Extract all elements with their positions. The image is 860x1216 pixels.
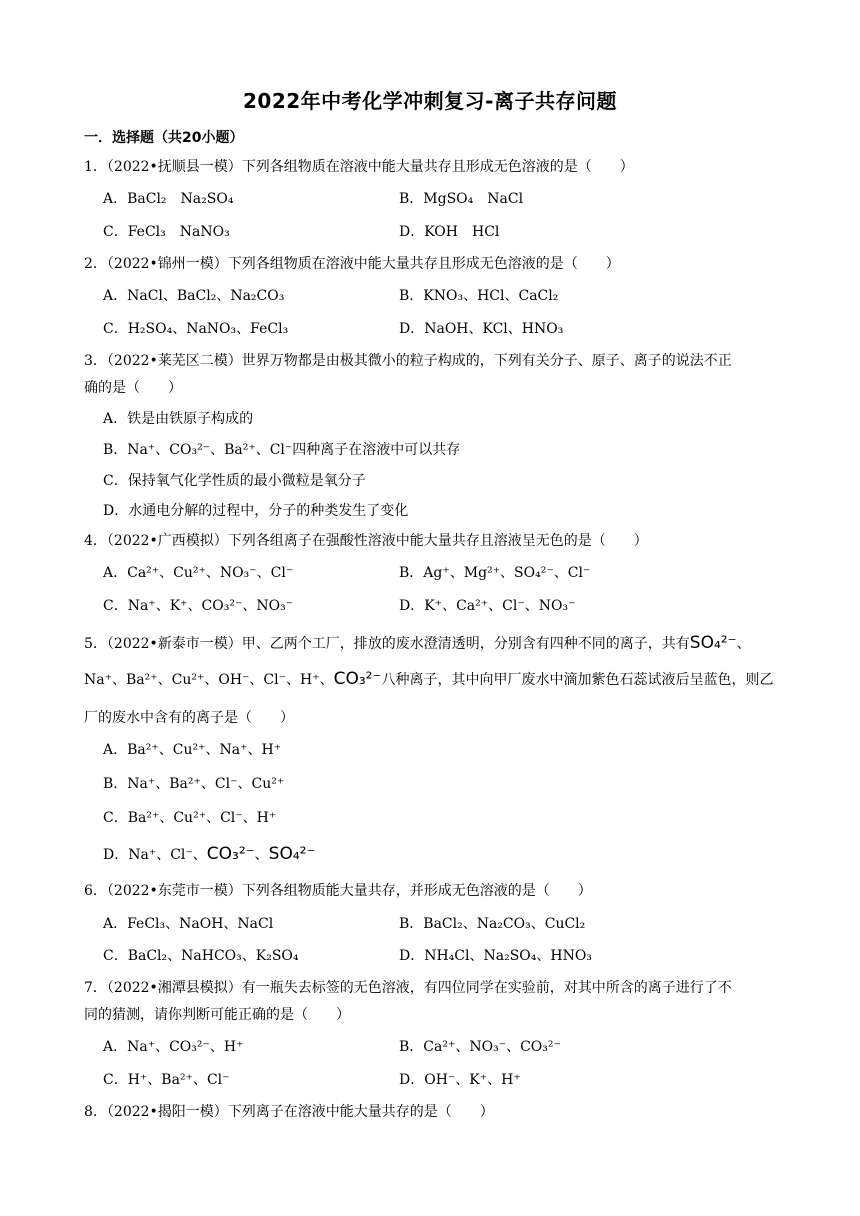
q3-option-b: B．Na⁺、CO₃²⁻、Ba²⁺、Cl⁻四种离子在溶液中可以共存	[103, 442, 461, 458]
q6-option-a: A．FeCl₃、NaOH、NaCl	[103, 916, 274, 932]
q5-option-d	[103, 844, 315, 865]
q5-stem-line2	[84, 669, 773, 690]
q7-option-b: B．Ca²⁺、NO₃⁻、CO₃²⁻	[399, 1039, 561, 1055]
q5-stem-formula-co3: CO₃²⁻	[333, 669, 382, 689]
q5-option-d-formula-so4: SO₄²⁻	[268, 844, 316, 864]
q2-stem: 2．（2022•锦州一模）下列各组物质在溶液中能大量共存且形成无色溶液的是（ ）	[84, 256, 620, 272]
page-title: 2022年中考化学冲刺复习-离子共存问题	[243, 89, 617, 113]
q2-option-b: B．KNO₃、HCl、CaCl₂	[399, 288, 559, 304]
q2-option-a: A．NaCl、BaCl₂、Na₂CO₃	[103, 288, 285, 304]
q5-stem-line2-text: Na⁺、Ba²⁺、Cu²⁺、OH⁻、Cl⁻、H⁺、	[84, 672, 334, 688]
q5-stem-line1-end: 、	[736, 636, 751, 652]
q3-stem-line1: 3．（2022•莱芜区二模）世界万物都是由极其微小的粒子构成的，下列有关分子、原子、离子的说法不正	[84, 353, 732, 369]
q6-option-b: B．BaCl₂、Na₂CO₃、CuCl₂	[399, 916, 586, 932]
q7-stem-line1: 7．（2022•湘潭县模拟）有一瓶失去标签的无色溶液，有四位同学在实验前，对其中所含的离子进行了不	[84, 980, 732, 996]
q5-stem-line3: 厂的废水中含有的离子是（ ）	[84, 710, 294, 726]
q3-stem-line2: 确的是（ ）	[84, 380, 182, 396]
q5-stem-line1	[84, 633, 751, 654]
q8-stem: 8．（2022•揭阳一模）下列离子在溶液中能大量共存的是（ ）	[84, 1104, 494, 1120]
q2-option-d: D．NaOH、KCl、HNO₃	[399, 321, 564, 337]
q5-option-d-text: D．Na⁺、Cl⁻、	[103, 847, 207, 863]
q5-stem-line1-text: 5．（2022•新泰市一模）甲、乙两个工厂，排放的废水澄清透明，分别含有四种不同的离子，共有	[84, 636, 690, 652]
q5-stem-line2-end: 八种离子，其中向甲厂废水中滴加紫色石蕊试液后呈蓝色，则乙	[381, 672, 774, 688]
q7-stem-line2: 同的猜测，请你判断可能正确的是（ ）	[84, 1007, 350, 1023]
q5-option-b: B．Na⁺、Ba²⁺、Cl⁻、Cu²⁺	[103, 776, 285, 792]
q7-option-a: A．Na⁺、CO₃²⁻、H⁺	[103, 1039, 244, 1055]
q5-option-a: A．Ba²⁺、Cu²⁺、Na⁺、H⁺	[103, 742, 282, 758]
q3-option-c: C．保持氧气化学性质的最小微粒是氧分子	[103, 473, 366, 489]
q7-option-c: C．H⁺、Ba²⁺、Cl⁻	[103, 1072, 230, 1088]
q6-option-c: C．BaCl₂、NaHCO₃、K₂SO₄	[103, 948, 299, 964]
q3-option-a: A．铁是由铁原子构成的	[103, 411, 254, 427]
q6-option-d: D．NH₄Cl、Na₂SO₄、HNO₃	[399, 948, 592, 964]
q5-option-c: C．Ba²⁺、Cu²⁺、Cl⁻、H⁺	[103, 810, 277, 826]
q3-option-d: D．水通电分解的过程中，分子的种类发生了变化	[103, 503, 409, 519]
q4-option-b: B．Ag⁺、Mg²⁺、SO₄²⁻、Cl⁻	[399, 565, 591, 581]
q1-option-c: C．FeCl₃ NaNO₃	[103, 224, 230, 240]
q1-stem: 1．（2022•抚顺县一模）下列各组物质在溶液中能大量共存且形成无色溶液的是（ ）	[84, 159, 634, 175]
q1-option-d: D．KOH HCl	[399, 224, 500, 240]
q1-option-b: B．MgSO₄ NaCl	[399, 191, 524, 207]
q6-stem: 6．（2022•东莞市一模）下列各组物质能大量共存，并形成无色溶液的是（ ）	[84, 883, 592, 899]
q7-option-d: D．OH⁻、K⁺、H⁺	[399, 1072, 521, 1088]
q2-option-c: C．H₂SO₄、NaNO₃、FeCl₃	[103, 321, 289, 337]
q4-option-a: A．Ca²⁺、Cu²⁺、NO₃⁻、Cl⁻	[103, 565, 294, 581]
q4-option-d: D．K⁺、Ca²⁺、Cl⁻、NO₃⁻	[399, 598, 576, 614]
q5-option-d-formula-co3: CO₃²⁻	[206, 844, 255, 864]
section-heading: 一．选择题（共20小题）	[84, 130, 244, 146]
q5-stem-formula-so4: SO₄²⁻	[689, 633, 737, 653]
q1-option-a: A．BaCl₂ Na₂SO₄	[103, 191, 234, 207]
q5-option-d-sep: 、	[254, 847, 269, 863]
q4-stem: 4．（2022•广西模拟）下列各组离子在强酸性溶液中能大量共存且溶液呈无色的是（ ）	[84, 533, 648, 549]
q4-option-c: C．Na⁺、K⁺、CO₃²⁻、NO₃⁻	[103, 598, 294, 614]
